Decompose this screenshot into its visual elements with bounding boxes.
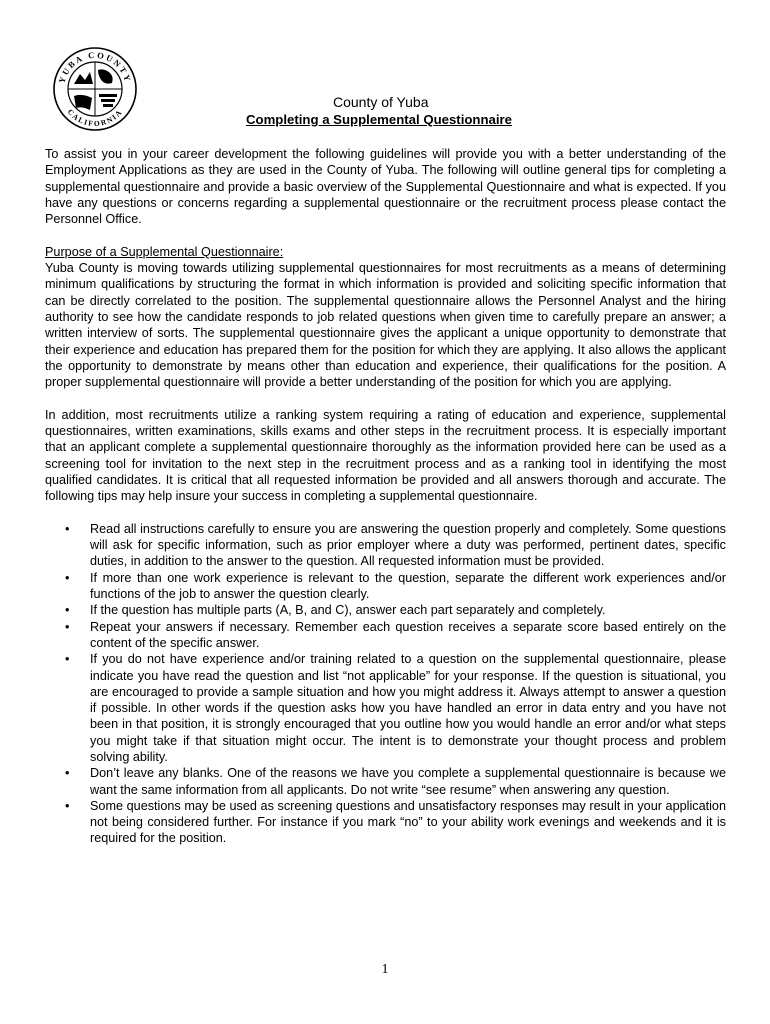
tips-list xyxy=(45,521,726,847)
page-number: 1 xyxy=(381,962,389,977)
list-item xyxy=(45,765,726,798)
list-item xyxy=(45,619,726,652)
tip-text: Read all instructions carefully to ensure you are answering the question properly and completely. Some questions will ask for specific information, such as prior employer where a duty was performed, pertinent dates, specific duties, in addition to the answer to the question. All requested information must be provided. xyxy=(90,521,726,569)
tip-text: Repeat your answers if necessary. Remember each question receives a separate score based entirely on the content of the specific answer. xyxy=(90,619,726,650)
list-item xyxy=(45,651,726,765)
list-item xyxy=(45,570,726,603)
bullet-icon: • xyxy=(65,619,70,634)
tip-text: If you do not have experience and/or training related to a question on the supplemental questionnaire, please indicate you have read the question and list “not applicable” for your response. If the question is situational, you are encouraged to provide a sample situation and how you might address it. Always attempt to answer a question if possible. In other words if the question asks how you have handled an error in data entry and you have not been in that position, it is strongly encouraged that you outline how you would handle an error and/or what steps you might take if that situation might occur. The intent is to demonstrate your thought process and problem solving ability. xyxy=(90,652,726,764)
tip-text: Some questions may be used as screening questions and unsatisfactory responses may result in your application not being considered further. For instance if you mark “no” to your ability work evenings and weekends and it is required for the position. xyxy=(90,798,726,846)
svg-text:YUBA COUNTY: YUBA COUNTY xyxy=(56,49,134,85)
list-item xyxy=(45,602,726,618)
organization-name: County of Yuba xyxy=(333,94,429,110)
tip-text: If more than one work experience is relevant to the question, separate the different work experiences and/or functions of the job to answer the question clearly. xyxy=(90,570,726,602)
bullet-icon: • xyxy=(65,652,70,667)
list-item xyxy=(45,521,726,570)
bullet-icon: • xyxy=(65,521,70,536)
bullet-icon: • xyxy=(65,798,70,813)
intro-paragraph: To assist you in your career development the following guidelines will provide you with a better understanding of the Employment Applications as they are used in the County of Yuba. The following will outline general tips for completing a supplemental questionnaire and provide a basic overview of the Supplemental Questionnaire and what is expected. If you have any questions or concerns regarding a supplemental questionnaire or the recruitment process please contact the Personnel Office. xyxy=(45,147,726,227)
purpose-paragraph-2: In addition, most recruitments utilize a ranking system requiring a rating of education and experience, supplemental questionnaires, written examinations, skills exams and other steps in the recruitment process. It is especially important that an applicant complete a supplemental questionnaire thoroughly as the information provided here can be used as a screening tool for invitation to the next step in the recruitment process and as a ranking tool in identifying the most qualified candidates. It is critical that all requested information be provided and all answers thorough and accurate. The following tips may help insure your success in completing a supplemental questionnaire. xyxy=(45,407,726,504)
list-item xyxy=(45,798,726,847)
document-title: Completing a Supplemental Questionnaire xyxy=(246,112,512,127)
purpose-paragraph-1: Yuba County is moving towards utilizing supplemental questionnaires for most recruitments as a means of determining minimum qualifications by structuring the format in which information is provided and soliciting specific information that can be directly correlated to the position. The supplemental questionnaire allows the Personnel Analyst and the hiring authority to see how the candidate responds to job related questions when given time to carefully prepare an answer; a written interview of sorts. The supplemental questionnaire gives the applicant a unique opportunity to demonstrate that their experience and education has prepared them for the position for which they are applying. It also allows the applicant the opportunity to demonstrate by means other than education and experience, their qualifications for the position. A proper supplemental questionnaire will provide a better understanding of the position for which you are applying. xyxy=(45,261,726,390)
tip-text: If the question has multiple parts (A, B, and C), answer each part separately and completely. xyxy=(90,603,606,618)
purpose-heading: Purpose of a Supplemental Questionnaire: xyxy=(45,244,284,259)
tip-text: Don’t leave any blanks. One of the reasons we have you complete a supplemental questionnaire is because we want the same information from all applicants. Do not write “see resume” when answering any question. xyxy=(90,766,726,797)
bullet-icon: • xyxy=(65,766,70,781)
bullet-icon: • xyxy=(65,603,70,618)
document-body xyxy=(45,146,726,847)
bullet-icon: • xyxy=(65,570,70,585)
svg-text:CALIFORNIA: CALIFORNIA xyxy=(65,107,125,129)
county-seal-logo xyxy=(52,46,138,132)
